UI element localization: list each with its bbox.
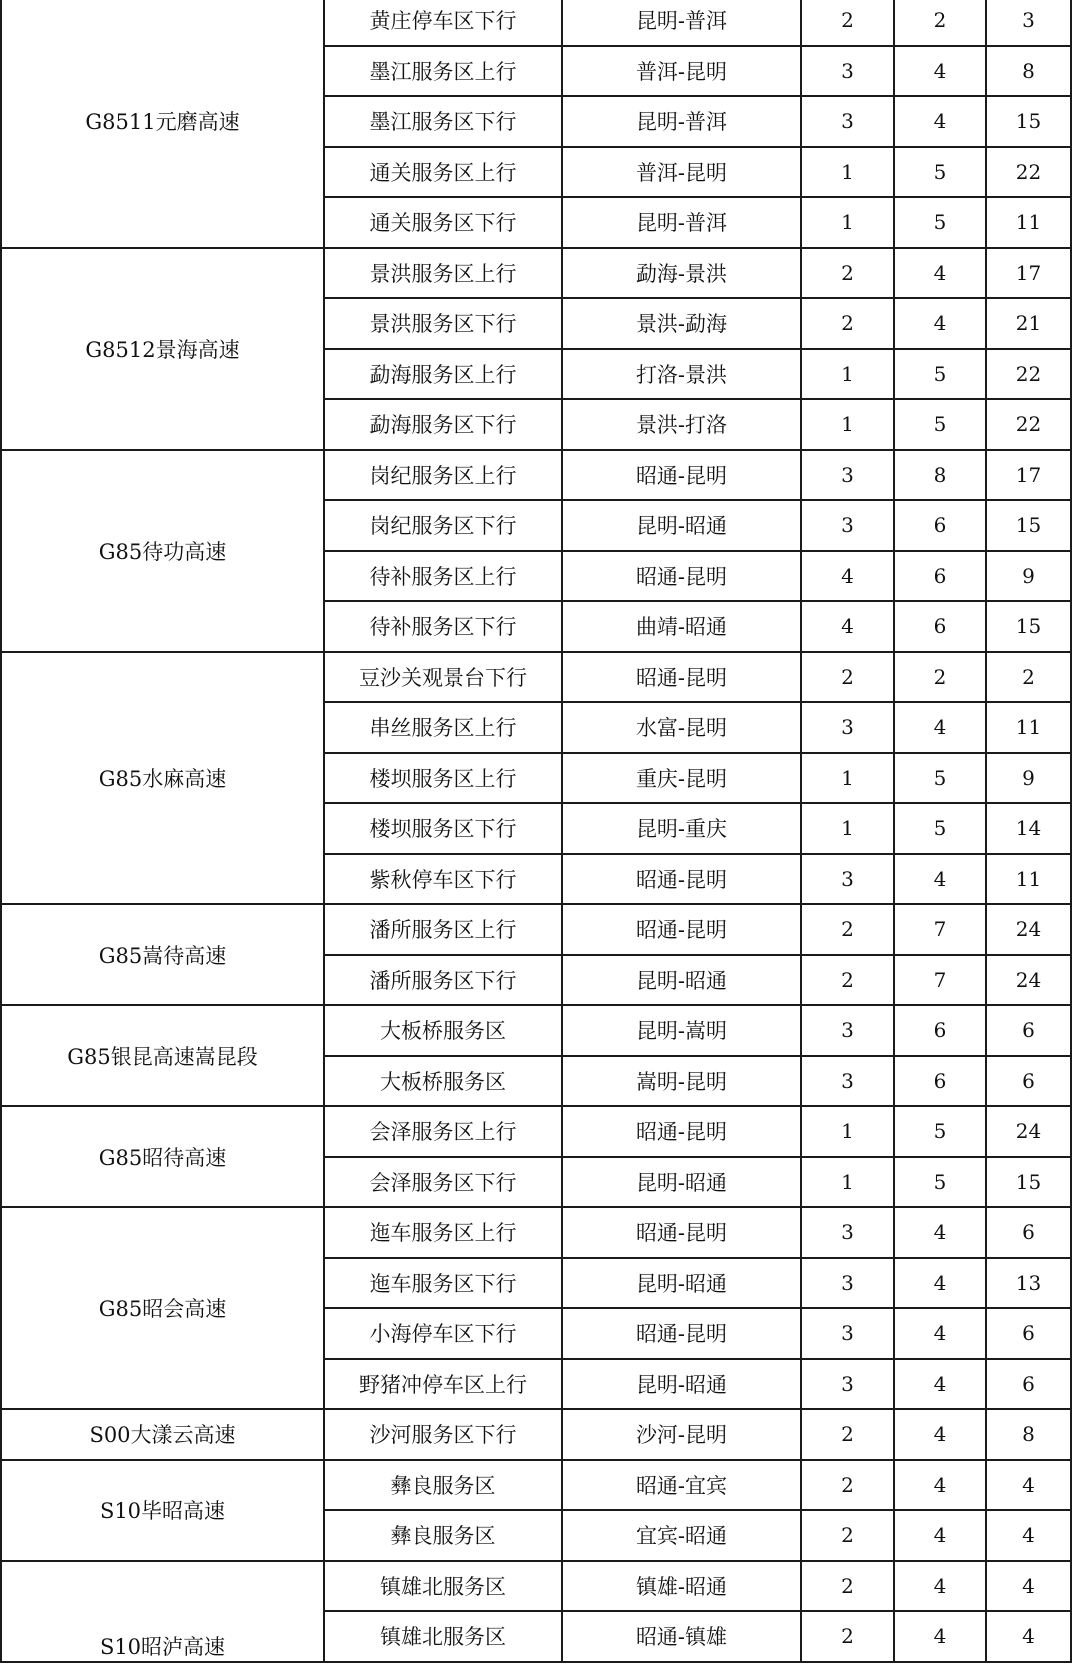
service-area-cell: 通关服务区上行 [324,147,562,198]
value-cell-1: 2 [801,652,894,703]
value-cell-2: 5 [894,197,986,248]
direction-cell: 昭通-昆明 [562,854,801,905]
service-area-cell: 通关服务区下行 [324,197,562,248]
value-cell-3: 11 [986,854,1071,905]
value-cell-2: 4 [894,46,986,97]
direction-cell: 昭通-昆明 [562,1207,801,1258]
value-cell-1: 2 [801,298,894,349]
value-cell-3: 6 [986,1207,1071,1258]
service-area-cell: 潘所服务区下行 [324,955,562,1006]
value-cell-1: 1 [801,147,894,198]
value-cell-1: 3 [801,1359,894,1410]
value-cell-1: 2 [801,0,894,46]
value-cell-1: 2 [801,1460,894,1511]
value-cell-1: 4 [801,551,894,602]
service-area-cell: 会泽服务区下行 [324,1157,562,1208]
value-cell-1: 3 [801,1308,894,1359]
value-cell-2: 4 [894,1460,986,1511]
service-area-cell: 大板桥服务区 [324,1005,562,1056]
value-cell-1: 1 [801,349,894,400]
value-cell-3: 21 [986,298,1071,349]
value-cell-1: 3 [801,1207,894,1258]
direction-cell: 普洱-昆明 [562,147,801,198]
value-cell-1: 3 [801,1258,894,1309]
table-row [1,1460,1071,1511]
service-area-cell: 彝良服务区 [324,1460,562,1511]
table-row [1,652,1071,703]
value-cell-1: 3 [801,1005,894,1056]
value-cell-2: 5 [894,753,986,804]
value-cell-2: 5 [894,803,986,854]
value-cell-3: 6 [986,1056,1071,1107]
value-cell-2: 6 [894,500,986,551]
value-cell-2: 4 [894,1561,986,1612]
value-cell-3: 11 [986,197,1071,248]
value-cell-2: 4 [894,248,986,299]
value-cell-2: 4 [894,1258,986,1309]
service-area-cell: 紫秋停车区下行 [324,854,562,905]
value-cell-1: 1 [801,1106,894,1157]
value-cell-1: 3 [801,500,894,551]
service-area-cell: 楼坝服务区下行 [324,803,562,854]
value-cell-2: 4 [894,1510,986,1561]
value-cell-3: 4 [986,1561,1071,1612]
direction-cell: 昭通-昆明 [562,450,801,501]
value-cell-1: 2 [801,1510,894,1561]
service-area-cell: 岗纪服务区下行 [324,500,562,551]
value-cell-3: 24 [986,904,1071,955]
value-cell-1: 2 [801,1409,894,1460]
highway-name-cell: G8511元磨高速 [1,0,324,248]
value-cell-3: 11 [986,702,1071,753]
value-cell-3: 8 [986,1409,1071,1460]
value-cell-1: 1 [801,753,894,804]
service-area-cell: 沙河服务区下行 [324,1409,562,1460]
service-area-cell: 野猪冲停车区上行 [324,1359,562,1410]
service-area-cell: 墨江服务区下行 [324,96,562,147]
value-cell-2: 8 [894,450,986,501]
value-cell-2: 2 [894,0,986,46]
value-cell-3: 24 [986,955,1071,1006]
value-cell-1: 3 [801,96,894,147]
value-cell-2: 6 [894,1005,986,1056]
value-cell-2: 4 [894,298,986,349]
value-cell-3: 4 [986,1510,1071,1561]
service-area-cell: 镇雄北服务区 [324,1561,562,1612]
highway-name-cell: G85昭待高速 [1,1106,324,1207]
direction-cell: 景洪-勐海 [562,298,801,349]
value-cell-2: 4 [894,1308,986,1359]
table-row [1,248,1071,299]
value-cell-2: 6 [894,551,986,602]
highway-name-cell: S10毕昭高速 [1,1460,324,1561]
service-area-cell: 迤车服务区上行 [324,1207,562,1258]
value-cell-1: 3 [801,702,894,753]
value-cell-1: 2 [801,955,894,1006]
direction-cell: 普洱-昆明 [562,46,801,97]
table-row [1,0,1071,46]
value-cell-2: 5 [894,1157,986,1208]
value-cell-3: 9 [986,753,1071,804]
service-area-cell: 彝良服务区 [324,1510,562,1561]
value-cell-3: 14 [986,803,1071,854]
table-row [1,1561,1071,1612]
highway-name-cell: G85银昆高速嵩昆段 [1,1005,324,1106]
direction-cell: 水富-昆明 [562,702,801,753]
highway-name-cell: G85待功高速 [1,450,324,652]
service-area-cell: 会泽服务区上行 [324,1106,562,1157]
value-cell-3: 17 [986,450,1071,501]
value-cell-3: 3 [986,0,1071,46]
value-cell-2: 2 [894,652,986,703]
value-cell-2: 6 [894,1056,986,1107]
direction-cell: 昭通-昆明 [562,1308,801,1359]
value-cell-3: 15 [986,96,1071,147]
value-cell-2: 4 [894,1611,986,1662]
value-cell-2: 4 [894,1359,986,1410]
value-cell-3: 22 [986,147,1071,198]
service-area-cell: 黄庄停车区下行 [324,0,562,46]
direction-cell: 昭通-昆明 [562,904,801,955]
direction-cell: 打洛-景洪 [562,349,801,400]
value-cell-2: 5 [894,1106,986,1157]
value-cell-2: 7 [894,955,986,1006]
direction-cell: 镇雄-昭通 [562,1561,801,1612]
value-cell-2: 5 [894,399,986,450]
direction-cell: 重庆-昆明 [562,753,801,804]
service-area-cell: 墨江服务区上行 [324,46,562,97]
value-cell-3: 8 [986,46,1071,97]
value-cell-2: 4 [894,854,986,905]
highway-name-cell: G85嵩待高速 [1,904,324,1005]
service-area-cell: 景洪服务区下行 [324,298,562,349]
table-row [1,1409,1071,1460]
direction-cell: 昆明-嵩明 [562,1005,801,1056]
value-cell-3: 4 [986,1611,1071,1662]
service-area-cell: 待补服务区上行 [324,551,562,602]
direction-cell: 嵩明-昆明 [562,1056,801,1107]
value-cell-2: 4 [894,1409,986,1460]
value-cell-1: 1 [801,1157,894,1208]
value-cell-2: 4 [894,1207,986,1258]
value-cell-3: 6 [986,1359,1071,1410]
service-area-cell: 勐海服务区上行 [324,349,562,400]
value-cell-3: 22 [986,399,1071,450]
value-cell-1: 3 [801,854,894,905]
direction-cell: 昆明-昭通 [562,955,801,1006]
service-area-cell: 景洪服务区上行 [324,248,562,299]
direction-cell: 昆明-普洱 [562,0,801,46]
direction-cell: 昆明-重庆 [562,803,801,854]
highway-name-cell: G8512景海高速 [1,248,324,450]
direction-cell: 昆明-普洱 [562,96,801,147]
service-area-cell: 豆沙关观景台下行 [324,652,562,703]
direction-cell: 沙河-昆明 [562,1409,801,1460]
value-cell-2: 6 [894,601,986,652]
service-area-cell: 楼坝服务区上行 [324,753,562,804]
table-body [1,0,1071,1662]
direction-cell: 曲靖-昭通 [562,601,801,652]
value-cell-2: 5 [894,349,986,400]
value-cell-3: 17 [986,248,1071,299]
value-cell-2: 4 [894,702,986,753]
direction-cell: 昆明-普洱 [562,197,801,248]
value-cell-3: 6 [986,1005,1071,1056]
direction-cell: 昆明-昭通 [562,1157,801,1208]
service-area-cell: 迤车服务区下行 [324,1258,562,1309]
value-cell-1: 2 [801,1561,894,1612]
direction-cell: 昆明-昭通 [562,500,801,551]
value-cell-1: 2 [801,904,894,955]
value-cell-3: 13 [986,1258,1071,1309]
value-cell-3: 15 [986,500,1071,551]
direction-cell: 昆明-昭通 [562,1359,801,1410]
value-cell-1: 3 [801,1056,894,1107]
direction-cell: 昭通-昆明 [562,652,801,703]
value-cell-3: 9 [986,551,1071,602]
highway-name-cell: G85昭会高速 [1,1207,324,1409]
value-cell-3: 6 [986,1308,1071,1359]
value-cell-2: 4 [894,96,986,147]
value-cell-2: 5 [894,147,986,198]
value-cell-1: 2 [801,248,894,299]
value-cell-1: 4 [801,601,894,652]
service-area-cell: 镇雄北服务区 [324,1611,562,1662]
value-cell-2: 7 [894,904,986,955]
value-cell-3: 2 [986,652,1071,703]
value-cell-1: 3 [801,46,894,97]
direction-cell: 昭通-昆明 [562,551,801,602]
value-cell-1: 3 [801,450,894,501]
value-cell-3: 4 [986,1460,1071,1511]
table-row [1,450,1071,501]
highway-name-cell: S10昭泸高速 [1,1561,324,1662]
value-cell-3: 24 [986,1106,1071,1157]
direction-cell: 勐海-景洪 [562,248,801,299]
table-row [1,904,1071,955]
value-cell-1: 1 [801,197,894,248]
table-row [1,1005,1071,1056]
value-cell-3: 15 [986,1157,1071,1208]
direction-cell: 昆明-昭通 [562,1258,801,1309]
table-row [1,1207,1071,1258]
highway-name-cell: G85水麻高速 [1,652,324,905]
service-area-cell: 小海停车区下行 [324,1308,562,1359]
service-area-cell: 勐海服务区下行 [324,399,562,450]
direction-cell: 景洪-打洛 [562,399,801,450]
service-area-cell: 岗纪服务区上行 [324,450,562,501]
direction-cell: 宜宾-昭通 [562,1510,801,1561]
direction-cell: 昭通-昆明 [562,1106,801,1157]
service-area-cell: 大板桥服务区 [324,1056,562,1107]
direction-cell: 昭通-镇雄 [562,1611,801,1662]
direction-cell: 昭通-宜宾 [562,1460,801,1511]
value-cell-1: 1 [801,803,894,854]
value-cell-3: 15 [986,601,1071,652]
service-area-cell: 待补服务区下行 [324,601,562,652]
service-area-cell: 串丝服务区上行 [324,702,562,753]
value-cell-1: 2 [801,1611,894,1662]
highway-name-cell: S00大漾云高速 [1,1409,324,1460]
value-cell-3: 22 [986,349,1071,400]
value-cell-1: 1 [801,399,894,450]
service-area-cell: 潘所服务区上行 [324,904,562,955]
table-row [1,1106,1071,1157]
